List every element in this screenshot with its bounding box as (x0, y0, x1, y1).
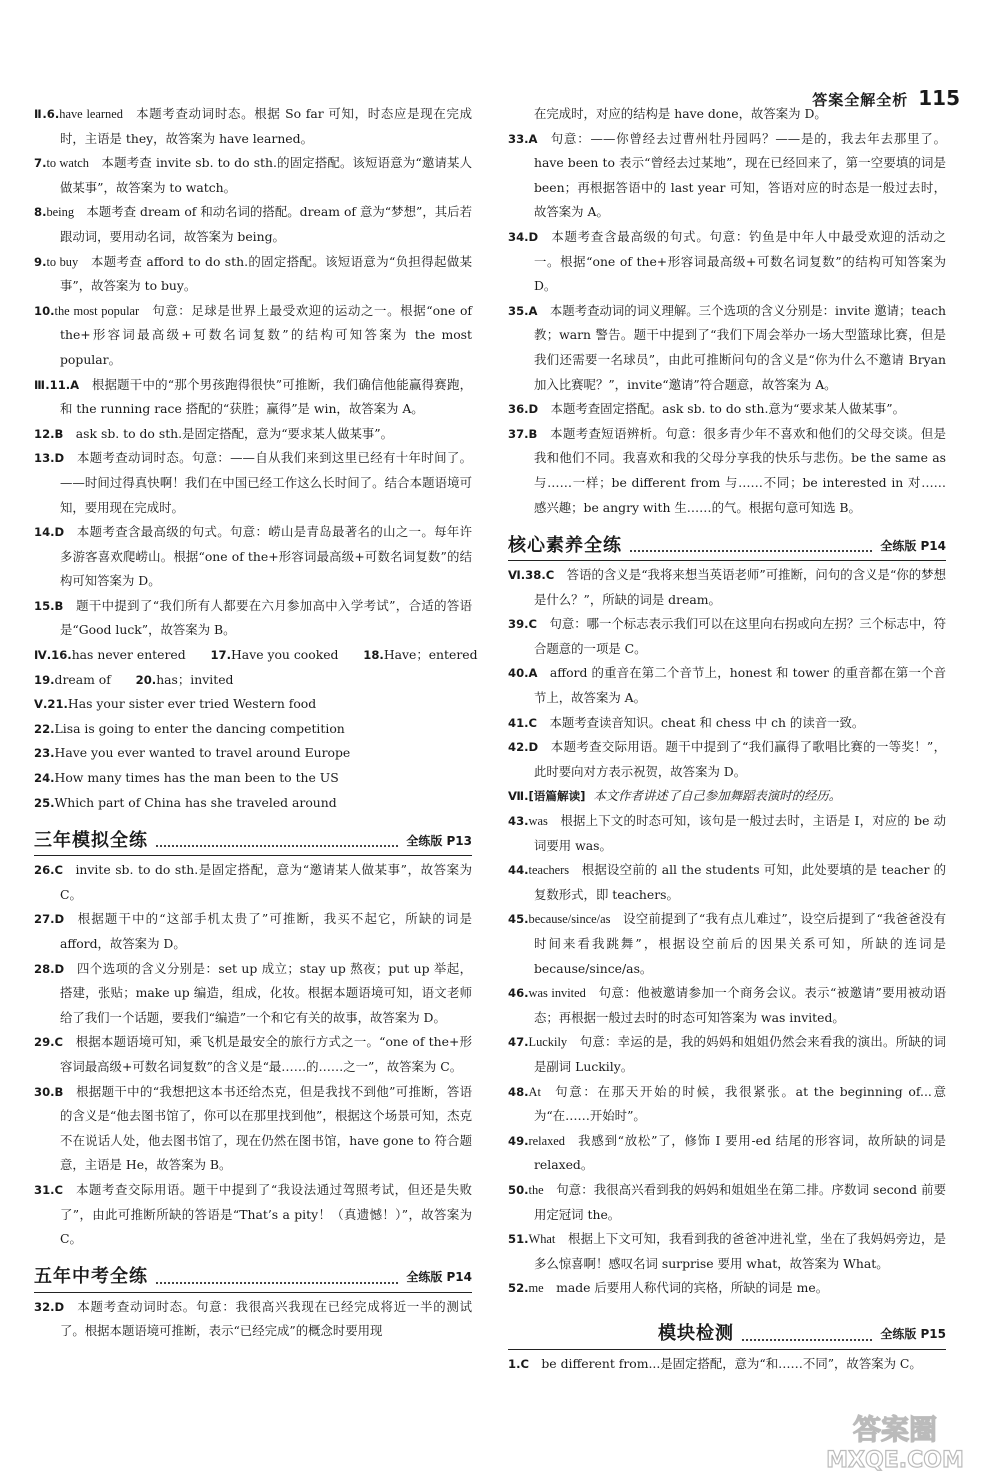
item-explanation: 根据上下文可知，我看到我的爸爸冲进礼堂，坐在了我妈妈旁边，是多么惊喜啊！感叹名词 surprise 要用 what，故答案为 What。 (534, 1231, 946, 1271)
item-explanation: 句意：哪一个标志表示我们可以在这里向右拐或向左拐？三个标志中，符合题意的一项是 C。 (534, 616, 946, 656)
item-number: 31.C (34, 1182, 64, 1197)
answer-item (34, 299, 472, 373)
answer-item (34, 594, 472, 643)
section-header-wunian (34, 1256, 472, 1293)
watermark-line1: 答案圈 (852, 1413, 938, 1446)
item-number: 28.D (34, 961, 65, 976)
item-number: 25. (34, 795, 55, 810)
item-answer: Which part of China has she traveled around (54, 794, 337, 810)
item-answer: Have you cooked (231, 647, 339, 663)
answer-line (34, 692, 472, 717)
answer-item (508, 809, 946, 858)
item-explanation: made 后要用人称代词的宾格，所缺的词是 me。 (556, 1280, 829, 1296)
item-answer: because/since/as (528, 912, 611, 927)
item-explanation: 答语的含义是“我将来想当英语老师”可推断，问句的含义是“你的梦想是什么？”，所缺的词是 dream。 (534, 567, 946, 607)
item-number: 37.B (508, 426, 538, 441)
item-number: 32.D (34, 1299, 65, 1314)
item-number: 9. (34, 254, 47, 269)
item-explanation: 本题考查 invite sb. to do sth.的固定搭配。该短语意为“邀请某人做某事”，故答案为 to watch。 (60, 155, 472, 195)
item-number: 34.D (508, 229, 539, 244)
item-number: 52. (508, 1281, 529, 1296)
section-ref: 全练版 P13 (406, 833, 472, 848)
item-explanation: be different from...是固定搭配，意为“和……不同”，故答案为 C。 (541, 1355, 922, 1371)
item-explanation: 本题考查动词时态。句意：我很高兴我现在已经完成将近一半的测试了。根据本题语境可推断，表示“已经完成”的概念时要用现 (60, 1298, 472, 1339)
item-number: 44. (508, 863, 529, 878)
item-answer: relaxed (528, 1133, 566, 1148)
answer-item (34, 520, 472, 594)
answer-item (34, 250, 472, 299)
item-explanation: 本题考查 afford to do sth.的固定搭配。该短语意为“负担得起做某事”，故答案为 to buy。 (60, 253, 472, 294)
item-answer: the most popular (54, 303, 140, 318)
item-explanation: invite sb. to do sth.是固定搭配，意为“邀请某人做某事”，故答案为 C。 (60, 862, 472, 902)
item-explanation: 题干中提到了“我们所有人都要在六月参加高中入学考试”，合适的答语是“Good luck”，故答案为 B。 (60, 597, 472, 638)
item-explanation: 根据题干中的“那个男孩跑得很快”可推断，我们确信他能赢得赛跑，和 the running race 搭配的“获胜；赢得”是 win，故答案为 A。 (60, 376, 473, 417)
header-title: 答案全解全析 (812, 91, 909, 109)
item-number: 40.A (508, 666, 538, 681)
item-answer: has never entered (71, 647, 186, 663)
section-ref: 全练版 P15 (880, 1327, 946, 1342)
item-explanation: 四个选项的含义分别是：set up 成立；stay up 熬夜；put up 举起，搭建，张贴；make up 编造，组成，化妆。根据本题语境可知，语文老师给了我们一个话题，要我们“编造”一个和它有关的故事，故答案为 D。 (60, 960, 472, 1025)
answer-item (34, 957, 472, 1031)
left-column (34, 102, 478, 1344)
item-number: Ⅳ.16. (34, 648, 72, 663)
item-answer: was invited (528, 986, 586, 1001)
item-explanation: 句意：我很高兴看到我的妈妈和姐姐坐在第二排。序数词 second 前要用定冠词 the。 (534, 1181, 946, 1222)
item-explanation: 句意：在那天开始的时候，我很紧张。at the beginning of...意为“在……开始时”。 (534, 1083, 946, 1124)
item-explanation: 本题考查读音知识。cheat 和 chess 中 ch 的读音一致。 (549, 714, 865, 730)
section-title: 核心素养全练 (508, 534, 622, 556)
answer-item (508, 422, 946, 520)
item-number: 48. (508, 1084, 529, 1099)
item-number: Ⅱ.6. (34, 107, 60, 121)
item-explanation: afford 的重音在第二个音节上，honest 和 tower 的重音都在第一个音节上，故答案为 A。 (534, 665, 946, 706)
right-column (508, 102, 946, 1377)
item-number: 47. (508, 1035, 529, 1050)
reading-tag: [语篇解读] (528, 789, 586, 804)
answer-item (508, 1080, 946, 1129)
item-number: 33.A (508, 131, 538, 146)
answer-line (34, 791, 472, 816)
item-answer: was (528, 814, 548, 829)
item-answer: has；invited (156, 671, 234, 687)
answer-item (34, 422, 472, 447)
item-number: 46. (508, 986, 529, 1001)
item-explanation: 根据本题语境可知，乘飞机是最安全的旅行方式之一。“one of the+形容词最高级+可数名词复数”的含义是“最……的……之一”，故答案为 C。 (60, 1034, 472, 1074)
answer-item (508, 612, 946, 661)
item-answer: What (528, 1232, 556, 1247)
answer-item (34, 1178, 472, 1252)
item-explanation: 句意：足球是世界上最受欢迎的运动之一。根据“one of the+形容词最高级+可数名词复数”的结构可知答案为 the most popular。 (60, 302, 473, 367)
reading-intro (508, 784, 946, 809)
item-number: 30.B (34, 1084, 64, 1099)
item-explanation: 本题考查交际用语。题干中提到了“我们赢得了歌唱比赛的一等奖！”，此时要向对方表示祝贺，故答案为 D。 (534, 739, 946, 779)
answer-item (34, 102, 472, 151)
dot-leader (630, 550, 872, 552)
answer-item (508, 1227, 946, 1276)
dot-leader (742, 1339, 872, 1341)
answer-item (508, 711, 946, 736)
answer-item (508, 907, 946, 981)
watermark-logo (800, 1409, 990, 1473)
item-answer: Luckily (528, 1035, 568, 1050)
item-number: 17. (210, 648, 231, 663)
item-number: Ⅶ. (508, 789, 529, 804)
item-explanation: 本题考查短语辨析。句意：很多青少年不喜欢和他们的父母交谈。但是我和他们不同。我喜欢和我的父母分享我的快乐与悲伤。be the same as 与……一样；be different from 与……不同；be interested in 对……感兴趣；be angry with 生……的气。根据句意可知选 B。 (534, 425, 946, 515)
answer-item (34, 1295, 472, 1344)
item-number: Ⅵ.38.C (508, 568, 555, 583)
item-number: 29.C (34, 1035, 64, 1050)
item-number: 27.D (34, 912, 65, 927)
item-explanation: 我感到“放松”了，修饰 I 要用-ed 结尾的形容词，故所缺的词是 relaxed。 (534, 1132, 946, 1173)
answer-item (508, 858, 946, 907)
item-explanation: 本题考查固定搭配。ask sb. to do sth.意为“要求某人做某事”。 (550, 401, 905, 417)
item-answer: to watch (46, 156, 89, 171)
item-answer: Lisa is going to enter the dancing competition (54, 720, 345, 736)
item-explanation: 设空前提到了“我有点儿难过”，设空后提到了“我爸爸没有时间来看我跳舞”，根据设空前后的因果关系可知，所缺的连词是 because/since/as。 (534, 911, 946, 976)
answer-item (34, 200, 472, 249)
item-explanation: 本题考查动词的词义理解。三个选项的含义分别是：invite 邀请；teach 教；warn 警告。题干中提到了“我们下周会举办一场大型篮球比赛，但是我们还需要一名球员”，由此可推断问句的含义是“你为什么不邀请 Bryan 加入比赛呢？”，invite“邀请”符合题意，故答案为 A。 (534, 302, 946, 392)
answer-item (34, 373, 472, 422)
item-explanation: 本题考查含最高级的句式。句意：钓鱼是中年人中最受欢迎的活动之一。根据“one of the+形容词最高级+可数名词复数”的结构可知答案为 D。 (534, 228, 946, 294)
item-number: 22. (34, 721, 55, 736)
item-number: 51. (508, 1232, 529, 1247)
item-number: 20. (135, 672, 157, 687)
item-number: 41.C (508, 715, 538, 730)
item-number: 19. (34, 672, 55, 687)
item-explanation: 根据上下文的时态可知，该句是一般过去时，主语是 I，对应的 be 动词要用 was。 (534, 813, 946, 853)
item-number: 26.C (34, 863, 64, 878)
answer-item (508, 1129, 946, 1178)
section-ref: 全练版 P14 (406, 1270, 472, 1285)
item-number: 49. (508, 1133, 529, 1148)
item-number: 10. (34, 303, 55, 318)
item-number: 12.B (34, 426, 64, 441)
item-answer: Have you ever wanted to travel around Europe (54, 745, 351, 761)
section-header-hexin (508, 524, 946, 561)
answer-item (508, 563, 946, 612)
item-explanation: 句意：他被邀请参加一个商务会议。表示“被邀请”要用被动语态；再根据一般过去时的时态可知答案为 was invited。 (534, 985, 947, 1025)
dot-leader (156, 845, 398, 847)
answer-item (508, 1030, 946, 1079)
item-answer: Has your sister ever tried Western food (67, 696, 317, 712)
item-number: 45. (508, 912, 529, 927)
item-number: 24. (34, 771, 55, 786)
answer-line (34, 717, 472, 742)
item-answer: Have；entered (383, 647, 478, 663)
item-number: 23. (34, 746, 55, 761)
item-answer: being (46, 205, 75, 220)
item-number: 42.D (508, 740, 539, 755)
section-title: 模块检测 (658, 1323, 734, 1345)
item-number: 14.D (34, 525, 65, 540)
answer-item (508, 735, 946, 784)
answer-line (34, 668, 472, 693)
item-answer: have learned (59, 107, 123, 121)
item-answer: me (528, 1281, 544, 1296)
answer-line (34, 741, 472, 766)
section-header-mokuai (508, 1313, 946, 1350)
answer-item (508, 1276, 946, 1301)
item-answer: the (528, 1182, 544, 1197)
item-number: 15.B (34, 598, 64, 613)
watermark-line2: MXQE.COM (826, 1448, 964, 1473)
item-explanation: 本题考查交际用语。题干中提到了“我设法通过驾照考试，但还是失败了”，由此可推断所缺的答语是“That’s a pity！（真遗憾！）”，故答案为 C。 (60, 1181, 472, 1247)
answer-item (34, 1080, 472, 1178)
item-answer: to buy (46, 254, 79, 269)
answer-item (34, 907, 472, 956)
item-explanation: 本题考查动词时态。根据 So far 可知，时态应是现在完成时，主语是 they，故答案为 have learned。 (60, 106, 472, 146)
section-ref: 全练版 P14 (880, 538, 946, 553)
item-answer: dream of (54, 671, 111, 687)
continued-text: 在完成时，对应的结构是 have done，故答案为 D。 (534, 106, 827, 121)
item-number: 36.D (508, 402, 539, 417)
answer-item (508, 397, 946, 422)
item-number: 7. (34, 156, 47, 171)
answer-item (508, 1352, 946, 1377)
item-answer: How many times has the man been to the US (54, 770, 339, 786)
answer-item (34, 858, 472, 907)
item-explanation: ask sb. to do sth.是固定搭配，意为“要求某人做某事”。 (75, 425, 394, 441)
item-explanation: 句意：幸运的是，我的妈妈和姐姐仍然会来看我的演出。所缺的词是副词 Luckily。 (534, 1034, 946, 1074)
item-explanation: 本题考查含最高级的句式。句意：崂山是青岛最著名的山之一。每年许多游客喜欢爬崂山。根据“one of the+形容词最高级+可数名词复数”的结构可知答案为 D。 (60, 524, 472, 589)
answer-item (508, 981, 946, 1030)
answer-item (508, 661, 946, 710)
dot-leader (156, 1282, 398, 1284)
item-number: Ⅴ.21. (34, 697, 68, 712)
answer-item (508, 299, 946, 397)
item-number: 1.C (508, 1356, 529, 1371)
section-header-sannian (34, 819, 472, 856)
item-explanation: 根据题干中的“我想把这本书还给杰克，但是我找不到他”可推断，答语的含义是“他去图书馆了，你可以在那里找到他”，根据这个场景可知，杰克不在说话人处，他去图书馆了，现在仍然在图书馆，have gone to 符合题意，主语是 He，故答案为 B。 (60, 1083, 472, 1173)
item-number: 13.D (34, 451, 65, 466)
answer-item (34, 151, 472, 200)
item-answer: At (528, 1084, 541, 1099)
item-number: Ⅲ.11.A (34, 377, 80, 392)
item-number: 8. (34, 205, 47, 220)
item-explanation: 根据题干中的“这部手机太贵了”可推断，我买不起它，所缺的词是 afford，故答案为 D。 (60, 911, 472, 951)
item-number: 50. (508, 1182, 529, 1197)
answer-item (34, 446, 472, 520)
item-explanation: 本题考查动词时态。句意：——自从我们来到这里已经有十年时间了。——时间过得真快啊！我们在中国已经工作这么长时间了。结合本题语境可知，要用现在完成时。 (60, 450, 472, 515)
answer-item (508, 225, 946, 299)
item-answer: teachers (528, 863, 570, 878)
item-number: 39.C (508, 617, 538, 632)
section-title: 五年中考全练 (34, 1266, 148, 1288)
answer-line (34, 766, 472, 791)
item-number: 35.A (508, 303, 538, 318)
reading-text: 本文作者讲述了自己参加舞蹈表演时的经历。 (593, 788, 842, 804)
answer-item (34, 1030, 472, 1079)
item-explanation: 句意：——你曾经去过曹州牡丹园吗？——是的，我去年去那里了。have been to 表示“曾经去过某地”，现在已经回来了，第一空要填的词是 been；再根据答语中的 last year 可知，答语对应的时态是一般过去时，故答案为 A。 (534, 130, 946, 220)
section-title: 三年模拟全练 (34, 829, 148, 851)
answer-line (34, 643, 478, 668)
item-explanation: 本题考查 dream of 和动名词的搭配。dream of 意为“梦想”，其后若跟动词，要用动名词，故答案为 being。 (60, 204, 472, 244)
item-number: 43. (508, 814, 529, 829)
answer-item (508, 127, 946, 225)
item-explanation: 根据设空前的 all the students 可知，此处要填的是 teacher 的复数形式，即 teachers。 (534, 862, 946, 902)
item-number: 18. (363, 648, 384, 663)
page-number: 115 (918, 86, 960, 110)
answer-item (508, 1178, 946, 1227)
